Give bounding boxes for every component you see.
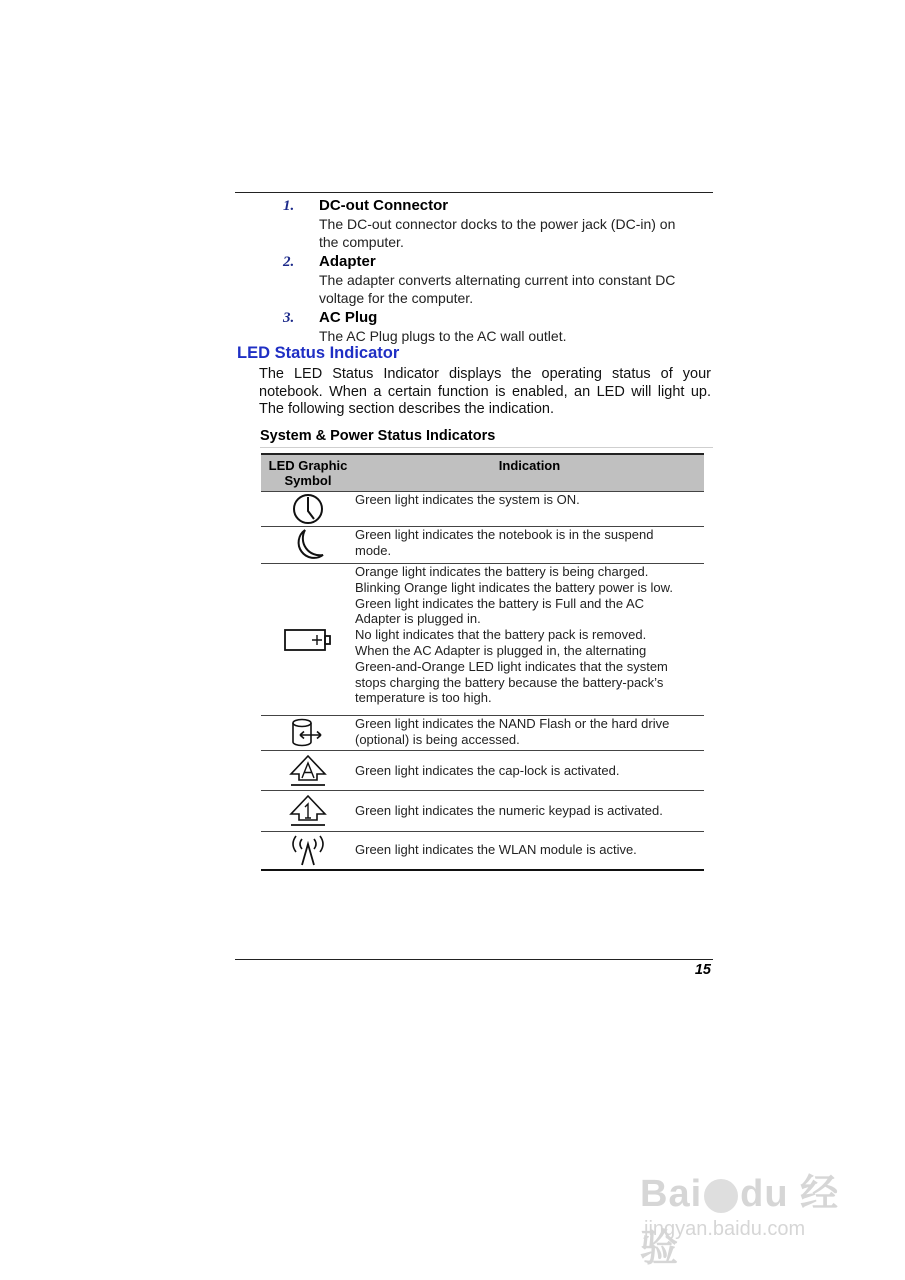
symbol-cell: [261, 527, 355, 564]
page-number: 15: [694, 962, 711, 978]
indication-line: Adapter is plugged in.: [355, 611, 481, 627]
header-symbol: [261, 454, 355, 492]
subheading-rule: [260, 447, 713, 448]
caps-lock-icon: [289, 754, 327, 788]
header-indication: Indication: [355, 454, 704, 492]
bottom-rule: [235, 959, 713, 960]
symbol-cell: [261, 751, 355, 791]
indication-line: temperature is too high.: [355, 690, 492, 706]
battery-icon: [283, 627, 333, 653]
list-item: [283, 253, 713, 307]
suspend-moon-icon: [290, 527, 326, 563]
indication-cell: [355, 527, 704, 564]
indication-line: Blinking Orange light indicates the battery power is low.: [355, 579, 673, 595]
symbol-cell: [261, 716, 355, 751]
indication-line: Green light indicates the numeric keypad is activated.: [355, 803, 663, 819]
wlan-icon: [288, 833, 328, 867]
table-title: System & Power Status Indicators: [260, 428, 496, 444]
item-desc-line: voltage for the computer.: [319, 290, 474, 306]
item-desc-line: The adapter converts alternating current into constant DC: [319, 272, 676, 288]
section-heading: LED Status Indicator: [237, 344, 400, 362]
item-title: AC Plug: [319, 309, 378, 326]
header-symbol-line: LED Graphic: [268, 458, 348, 473]
item-desc-line: the computer.: [319, 234, 404, 250]
item-number: 1.: [283, 198, 295, 214]
watermark-logo: Bai du 经验: [640, 1173, 840, 1270]
indication-line: Green light indicates the cap-lock is activated.: [355, 762, 620, 778]
item-title: DC-out Connector: [319, 197, 449, 214]
indication-line: Green light indicates the NAND Flash or the hard drive: [355, 716, 670, 731]
indication-line: Green light indicates the battery is Full and the AC: [355, 595, 645, 611]
symbol-cell: [261, 832, 355, 870]
indication-cell: [355, 791, 704, 832]
list-item: [283, 309, 713, 345]
symbol-cell: [261, 791, 355, 832]
table-row: [261, 564, 704, 716]
power-icon: [291, 492, 325, 526]
indication-line: Green light indicates the system is ON.: [355, 492, 580, 507]
list-item: [283, 197, 713, 251]
indication-line: mode.: [355, 542, 392, 558]
indication-cell: [355, 832, 704, 870]
indication-line: Green-and-Orange LED light indicates that the system: [355, 658, 668, 674]
drive-icon: [291, 717, 325, 749]
table-row: [261, 751, 704, 791]
baidu-watermark: [640, 1140, 870, 1270]
indication-cell: [355, 716, 704, 751]
table-row: [261, 832, 704, 870]
led-status-table: [261, 453, 704, 871]
watermark-url: jingyan.baidu.com: [644, 1218, 806, 1240]
indication-cell: [355, 564, 704, 716]
paw-icon: [704, 1179, 738, 1213]
item-desc-line: The AC Plug plugs to the AC wall outlet.: [319, 328, 567, 344]
top-rule: [235, 192, 713, 193]
item-desc-line: The DC-out connector docks to the power jack (DC-in) on: [319, 216, 676, 232]
table-row: [261, 527, 704, 564]
num-lock-icon: [289, 794, 327, 828]
indication-cell: [355, 751, 704, 791]
item-title: Adapter: [319, 253, 376, 270]
indication-line: Green light indicates the notebook is in the suspend: [355, 527, 654, 542]
indication-line: stops charging the battery because the battery-pack’s: [355, 674, 664, 690]
numbered-list: [283, 197, 713, 347]
symbol-cell: [261, 564, 355, 716]
indication-cell: [355, 492, 704, 527]
indication-line: Green light indicates the WLAN module is active.: [355, 842, 637, 858]
table-header-row: [261, 454, 704, 492]
indication-line: Orange light indicates the battery is being charged.: [355, 564, 649, 579]
symbol-cell: [261, 492, 355, 527]
intro-paragraph: The LED Status Indicator displays the operating status of your notebook. When a certain function is enabled, an LED will light up. The following section describes the indication.: [259, 366, 711, 418]
indication-line: No light indicates that the battery pack is removed.: [355, 627, 647, 643]
indication-line: (optional) is being accessed.: [355, 731, 520, 747]
table-row: [261, 791, 704, 832]
header-symbol-line: Symbol: [284, 473, 332, 488]
item-number: 3.: [283, 310, 295, 326]
item-number: 2.: [283, 254, 295, 270]
table-row: [261, 716, 704, 751]
indication-line: When the AC Adapter is plugged in, the alternating: [355, 642, 647, 658]
table-row: [261, 492, 704, 527]
